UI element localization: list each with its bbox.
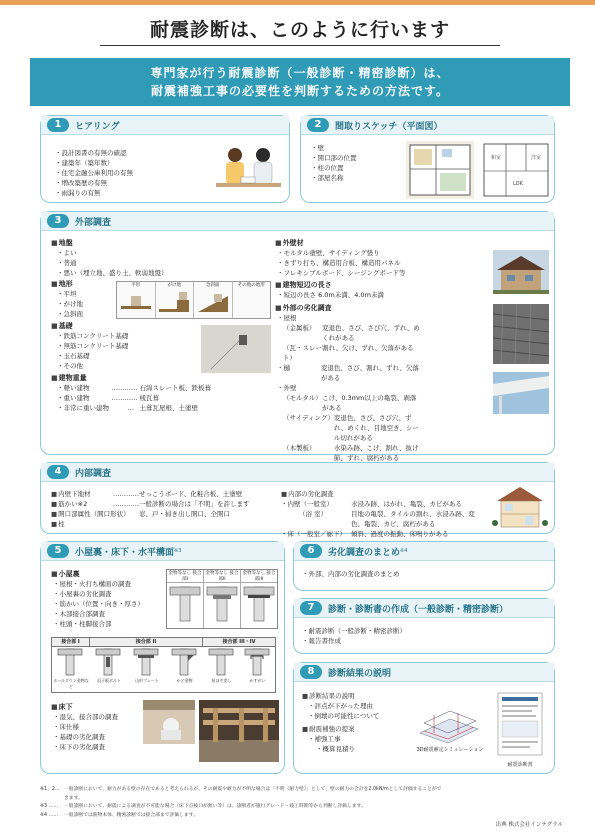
deterioration-row: （木製板） 水染み跡、こけ、割れ、抜け節、ずれ、腐朽がある	[283, 444, 419, 462]
list-item: ・ 床仕様	[53, 722, 118, 732]
section-header	[294, 663, 554, 682]
building-weight-heading: ■ 建物重量	[51, 373, 276, 383]
attic-list	[51, 579, 144, 629]
joint-cell: 金物等なし 接合部I	[167, 570, 204, 628]
footnote: ※3 …… 一般診断において、耐震による調査が不可能な場合（床下点検口が無い等）は、診断者が施行グレード・竣工時期等から判断し評価します。	[40, 804, 366, 809]
svg-text:LDK: LDK	[513, 181, 523, 187]
section-interior-survey	[40, 462, 555, 538]
terrain-diagram	[116, 281, 271, 319]
hero-line-1: 専門家が行う耐震診断（一般診断・精密診断）は、	[150, 66, 450, 80]
section-number: 8	[300, 665, 322, 679]
exterior-deterioration-heading: ■ 外部の劣化調査	[275, 303, 420, 313]
list-item: ・ 部屋名称	[311, 173, 357, 183]
svg-text:洋室: 洋室	[531, 155, 542, 161]
list-item: ・ 筋かい（位置・向き・厚さ）	[53, 599, 144, 609]
section-header	[294, 542, 554, 561]
section-number: 4	[47, 465, 69, 479]
house-exterior-photo	[493, 250, 549, 294]
footnote-ref: ※4	[400, 548, 408, 554]
joint-class-row	[52, 647, 275, 690]
deterioration-row: （サイディング） 変退色、さび、さび穴、ずれ、めくれ、目地空き、シール切れがある	[283, 414, 419, 442]
terrain-label: がけ地	[167, 283, 181, 288]
joint-cell: 金物等なし 接合部II	[204, 570, 241, 628]
weight-label: 軽い建物	[63, 384, 90, 392]
list-item: ・ 平坦	[57, 289, 276, 299]
weight-value: 桟瓦葺	[139, 394, 159, 402]
list-item: ・ 設計図書の有無の確認	[55, 148, 133, 158]
section-header	[41, 542, 284, 561]
section-number: 6	[300, 544, 322, 558]
roof-tile-photo	[493, 304, 549, 364]
terrain-heading: ■ 地形	[51, 279, 276, 289]
section-header	[301, 116, 554, 135]
joint-cell: 金物等なし 接合部III	[241, 570, 277, 628]
list-item: ・ 屋根・火打ち構面の調査	[53, 579, 144, 589]
list-item: ・ 補強工事	[308, 734, 379, 744]
report-list	[302, 626, 406, 646]
ground-list	[51, 248, 276, 278]
simulation-caption: 3D耐震補定シミュレーション	[416, 747, 484, 753]
list-item: ・ 住宅金融公庫利用の有無	[55, 168, 133, 178]
underfloor-structure-photo	[199, 700, 279, 762]
joint-class-diagram	[51, 637, 276, 693]
list-item: ・ 普通	[57, 258, 276, 268]
hero-line-2: 耐震補強工事の必要性を判断するための方法です。	[150, 84, 450, 98]
proposal-list	[302, 734, 379, 754]
terrain-cell	[156, 282, 195, 318]
weight-value: 石綿スレート板、鉄板葺	[139, 384, 211, 392]
result-heading: ■ 診断結果の説明	[302, 691, 379, 701]
joint-fig: ホールダウン金物など	[52, 647, 90, 690]
interior-right-list	[281, 489, 486, 539]
list-item: ・ 外部、内部の劣化調査のまとめ	[302, 569, 400, 579]
underfloor-list	[51, 712, 118, 752]
weight-value: 土葺瓦屋根、土塗壁	[139, 404, 198, 412]
weight-label: 重い建物	[63, 394, 90, 402]
report-caption: 耐震診断書	[507, 762, 533, 768]
list-item: ・ フレキシブルボード、シージングボード等	[277, 268, 420, 278]
hearing-illustration	[211, 141, 286, 199]
section-title: 間取りスケッチ（平面図）	[335, 121, 443, 132]
section-title: 診断結果の説明	[328, 668, 392, 679]
leader-dots: …………	[111, 394, 138, 402]
section-title: 診断・診断書の作成（一般診断・精密診断）	[328, 604, 509, 615]
interior-row: ・内壁（一般室） 水浸み跡、はがれ、亀裂、カビがある	[281, 500, 462, 508]
wall-heading: ・外壁	[277, 384, 297, 392]
weight-label: 非常に重い建物	[63, 404, 109, 412]
list-item: ・ 耐震診断（一般診断・精密診断）	[302, 626, 406, 636]
deterioration-list	[275, 313, 420, 473]
joint-detail-table	[166, 569, 278, 629]
section-number: 1	[47, 118, 69, 132]
exterior-middle-column	[275, 238, 420, 473]
section-floor-plan	[300, 115, 555, 203]
attic-heading: ■ 小屋裏	[51, 569, 144, 579]
hero-banner	[30, 58, 570, 106]
interior-row: ・床（一般室／廊下） 傾斜、過度の振動、床鳴りがある	[281, 530, 449, 538]
section-exterior-survey	[40, 211, 555, 462]
underfloor-inspection-photo	[143, 700, 195, 744]
interior-left-list	[51, 489, 281, 529]
deterioration-row: （モルタル） こけ、0.3mm以上の亀裂、剥落がある	[283, 394, 417, 412]
house-interior-illustration	[489, 485, 551, 531]
terrain-label: 急斜面	[206, 283, 220, 288]
interior-row: ■ 柱	[51, 519, 281, 529]
section-header	[41, 212, 554, 231]
list-item: ・ モルタル塗壁、サイディング張り	[277, 248, 420, 258]
top-accent-bar	[0, 0, 595, 5]
joint-fig: 山形プレート	[128, 647, 166, 690]
list-item: ・ 報告書作成	[302, 636, 406, 646]
section-header	[294, 599, 554, 618]
list-item: ・ 増改築歴の有無	[55, 178, 133, 188]
section-number: 2	[307, 118, 329, 132]
footnotes	[40, 786, 560, 820]
summary-list	[302, 569, 400, 579]
svg-text:和室: 和室	[491, 155, 502, 161]
list-item: ・ その他	[57, 361, 276, 371]
page-title: 耐震診断は、このように行います	[100, 14, 500, 46]
section-attic-underfloor	[40, 541, 285, 774]
list-item: ・ 短辺の長さ 6.0m未満、4.0m未満	[277, 290, 420, 300]
short-side-list	[275, 290, 420, 300]
joint-fig: かすがい	[240, 647, 275, 690]
section-title: 劣化調査のまとめ	[328, 547, 401, 558]
joint-fig: 羽子板ボルト	[90, 647, 128, 690]
gutter-photo	[493, 372, 549, 414]
floor-plan-image	[406, 141, 474, 199]
source-credit: 出典 株式会社インテグラル	[495, 822, 563, 828]
foundation-photo	[201, 325, 271, 373]
attic-block	[51, 569, 144, 629]
underfloor-heading: ■ 床下	[51, 702, 118, 712]
section-title: 外部調査	[75, 217, 112, 228]
roof-heading: ・屋根	[277, 314, 297, 322]
interior-row: （浴 室） 目地の亀裂、タイルの割れ、水浸み跡、変色、亀裂、カビ、腐朽がある	[299, 510, 475, 528]
terrain-cell	[194, 282, 233, 318]
list-item: ・ がけ地	[57, 299, 276, 309]
floor-plan-image	[481, 141, 551, 199]
list-item: ・ 小屋裏の劣化調査	[53, 589, 144, 599]
list-item: ・ 急斜面	[57, 309, 276, 319]
list-item: ・ 湿気、接合部の調査	[53, 712, 118, 722]
deterioration-row: （金属板） 変退色、さび、さび穴、ずれ、めくれがある	[283, 324, 420, 342]
list-item: ・ 玉石基礎	[57, 351, 276, 361]
section-number: 7	[300, 601, 322, 615]
weight-row: ・ 非常に重い建物 … 土葺瓦屋根、土塗壁	[57, 404, 198, 412]
section-title: 内部調査	[75, 468, 112, 479]
underfloor-block	[51, 702, 118, 752]
leader-dots: …………	[111, 384, 138, 392]
section-number: 3	[47, 214, 69, 228]
exterior-wall-list	[275, 248, 420, 278]
weight-row: ・ 重い建物 ………… 桟瓦葺	[57, 394, 159, 402]
interior-row: ■ 筋かい※2 ………… 一般診断の場合は「不明」を許します	[51, 499, 281, 509]
section-number: 5	[47, 544, 69, 558]
list-item: ・ 柱頭・柱脚接合部	[53, 619, 144, 629]
footnote-ref: ※3	[174, 548, 182, 554]
list-item: ・ 無筋コンクリート基礎	[57, 341, 276, 351]
section-header	[41, 116, 289, 135]
list-item: ・ 評点が下がった理由	[308, 701, 379, 711]
list-item: ・ 木部接合部調査	[53, 609, 144, 619]
list-item: ・ よい	[57, 248, 276, 258]
list-item: ・ 倒壊の可能性について	[308, 711, 379, 721]
terrain-label: その他の地形	[237, 283, 265, 288]
page	[30, 14, 570, 106]
list-item: ・ 悪い（埋立地、盛り土、軟弱地盤）	[57, 268, 276, 278]
section-result-explanation	[293, 662, 555, 774]
list-item: ・ きずり打ち、構造用合板、構造用パネル	[277, 258, 420, 268]
weight-row: ・ 軽い建物 ………… 石綿スレート板、鉄板葺	[57, 384, 211, 392]
proposal-heading: ■ 耐震補強の提案	[302, 724, 379, 734]
joint-class-header: 接合部 I 接合部 II 接合部 III・IV	[52, 638, 275, 647]
result-list	[302, 701, 379, 721]
section-header	[41, 463, 554, 482]
list-item: ・ 基礎の劣化調査	[53, 732, 118, 742]
short-side-heading: ■ 建物短辺の長さ	[275, 280, 420, 290]
list-item: ・ 開口部の位置	[311, 153, 357, 163]
deterioration-row: ・樋 変退色、さび、割れ、ずれ、欠落がある	[277, 364, 419, 382]
footnote: ※4 …… 一般診断では筋物本体、精密診断では接合部まで評価します。	[40, 812, 198, 818]
exterior-wall-heading: ■ 外壁材	[275, 238, 420, 248]
list-item: ・ 柱の位置	[311, 163, 357, 173]
section-hearing	[40, 115, 290, 203]
interior-deterioration-heading: ■ 内部の劣化調査	[281, 489, 486, 499]
footnote: ※1、2… 一般診断において、耐力がある壁の存在であると考えられるが、その耐震や耐力が不明な場合は「不明（耐力壁）」として、壁の耐力の合計を2.0kN/mとして評価することができます。	[40, 787, 442, 801]
list-item: ・ 床下の劣化調査	[53, 742, 118, 752]
terrain-cell	[233, 282, 271, 318]
simulation-3d-image	[414, 703, 484, 743]
terrain-label: 平坦	[131, 283, 141, 288]
ground-heading: ■ 地盤	[51, 238, 276, 248]
joint-fig: かど金物	[166, 647, 203, 690]
list-item-plain: ・ 概算見積り	[308, 744, 379, 754]
list-item: ・ 壁	[311, 143, 357, 153]
section-deterioration-summary	[293, 541, 555, 591]
deterioration-row: （瓦・スレート） 割れ、欠け、ずれ、欠落がある	[283, 344, 414, 362]
hearing-list	[55, 148, 133, 198]
section-title: 小屋裏・床下・水平構面	[75, 547, 175, 558]
building-weight-list	[51, 383, 276, 413]
result-block	[302, 691, 379, 754]
section-title: ヒアリング	[75, 121, 120, 132]
interior-row: ■ 開口部属性（開口形状） 窓、戸・掃き出し開口、全開口	[51, 509, 281, 519]
diagnosis-report-image	[492, 691, 548, 759]
section-diagnosis-report	[293, 598, 555, 654]
list-item: ・ 建築年（築年数）	[55, 158, 133, 168]
leader-dots: …	[127, 404, 134, 412]
interior-row: ■ 内壁下地材 ………… せっこうボード、化粧合板、土塗壁	[51, 489, 281, 499]
floor-plan-list	[311, 143, 357, 183]
joint-fig: 短ほぞ差し	[203, 647, 240, 690]
list-item: ・ 鉄筋コンクリート基礎	[57, 331, 276, 341]
foundation-heading: ■ 基礎	[51, 321, 276, 331]
list-item: ・ 雨漏りの有無	[55, 188, 133, 198]
terrain-cell	[117, 282, 156, 318]
